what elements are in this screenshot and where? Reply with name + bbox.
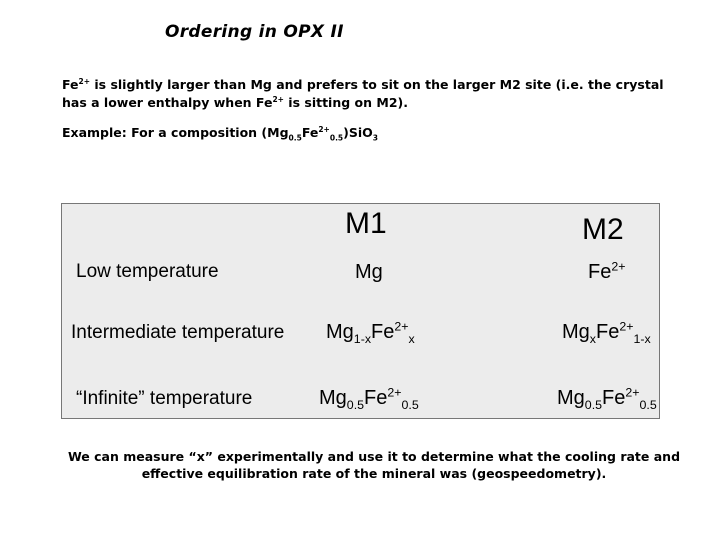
page-title: Ordering in OPX II — [165, 22, 344, 42]
intermediate-m2-value: $Mg_xFe^{2+}_{1-x}$ — [562, 319, 651, 346]
footer-note: We can measure “x” experimentally and use it to determine what the cooling rate and effective equilibration rate of the mineral was (geospeedometry). — [67, 449, 681, 481]
intermediate-m1-value: $Mg_{1-x}Fe^{2+}_x$ — [326, 319, 415, 346]
site-occupancy-table — [61, 203, 660, 419]
low-m2-value: $Fe^{2+}$ — [588, 259, 626, 283]
row-label-low: Low temperature — [76, 261, 219, 282]
row-label-infinite: “Infinite” temperature — [76, 388, 253, 409]
intro-paragraph: $Fe^{2+}$ is slightly larger than Mg and prefers to sit on the larger M2 site (i.e. the crystal has a lower enthalpy when $Fe^{2+}$ is sitting on M2). — [62, 76, 664, 110]
example-line: Example: For a composition $(Mg_{0.5}Fe^{2+}_{0.5})SiO_3$ — [62, 124, 379, 143]
infinite-m2-value: $Mg_{0.5}Fe^{2+}_{0.5}$ — [557, 385, 657, 412]
header-m1: M1 — [345, 207, 387, 240]
row-label-intermediate: Intermediate temperature — [71, 322, 285, 343]
infinite-m1-value: $Mg_{0.5}Fe^{2+}_{0.5}$ — [319, 385, 419, 412]
low-m1-value: Mg — [355, 261, 383, 283]
header-m2: M2 — [582, 213, 624, 246]
